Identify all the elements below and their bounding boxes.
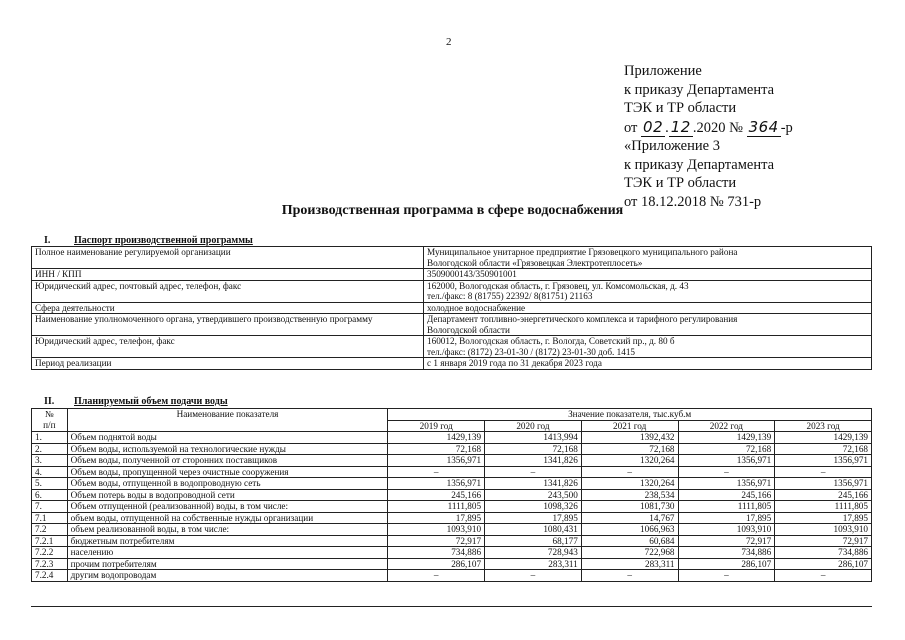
row-value-cell: 286,107	[388, 558, 485, 570]
row-value-cell: 1429,139	[775, 432, 872, 444]
passport-value-line: с 1 января 2019 года по 31 декабря 2023 года	[427, 358, 602, 368]
header-cell-number	[32, 409, 68, 432]
header-cell-year: 2019 год	[388, 420, 485, 432]
header-text: п/п	[43, 419, 56, 430]
passport-value-cell	[424, 247, 872, 269]
appendix-line: Приложение	[624, 63, 702, 79]
appendix-line: от 18.12.2018 № 731-р	[624, 193, 762, 210]
passport-value-line: 3509000143/350901001	[427, 269, 517, 279]
passport-row	[32, 302, 872, 314]
section-title: Паспорт производственной программы	[74, 235, 253, 246]
table-row	[32, 466, 872, 478]
document-title: Производственная программа в сфере водоснабжения	[281, 203, 624, 218]
table-row	[32, 478, 872, 490]
row-value-cell: –	[485, 466, 582, 478]
row-value-cell: 238,534	[581, 489, 678, 501]
passport-key-cell: Сфера деятельности	[32, 302, 424, 314]
row-value-cell: 1080,431	[485, 524, 582, 536]
passport-value-cell	[424, 280, 872, 302]
row-number-cell: 7.2.2	[32, 547, 68, 559]
header-cell-year: 2022 год	[678, 420, 775, 432]
passport-value-line: Муниципальное унитарное предприятие Грязовецкого муниципального района	[427, 247, 738, 257]
row-value-cell: 72,917	[388, 535, 485, 547]
row-value-cell: –	[775, 466, 872, 478]
header-cell-values: Значение показателя, тыс.куб.м	[388, 409, 872, 421]
section-number: II.	[44, 396, 55, 407]
row-value-cell: 68,177	[485, 535, 582, 547]
row-value-cell: –	[678, 466, 775, 478]
row-value-cell: 72,917	[775, 535, 872, 547]
header-cell-year: 2020 год	[485, 420, 582, 432]
row-value-cell: 72,168	[388, 443, 485, 455]
row-value-cell: 1093,910	[388, 524, 485, 536]
row-value-cell: –	[678, 570, 775, 582]
row-value-cell: 1356,971	[388, 455, 485, 467]
row-value-cell: 1392,432	[581, 432, 678, 444]
row-value-cell: 245,166	[678, 489, 775, 501]
row-value-cell: 1093,910	[678, 524, 775, 536]
passport-value-cell	[424, 269, 872, 281]
passport-value-line: тел./факс: 8 (81755) 22392/ 8(81751) 21163	[427, 291, 593, 301]
appendix-date-line: от 02 . 12 .2020 № 364 -р	[624, 117, 793, 136]
row-value-cell: 1356,971	[775, 455, 872, 467]
row-value-cell: 1413,994	[485, 432, 582, 444]
table-row	[32, 524, 872, 536]
row-value-cell: –	[581, 466, 678, 478]
passport-row	[32, 358, 872, 370]
row-value-cell: 1066,963	[581, 524, 678, 536]
row-value-cell: 14,767	[581, 512, 678, 524]
row-value-cell: 722,968	[581, 547, 678, 559]
row-value-cell: –	[581, 570, 678, 582]
passport-value-cell	[424, 336, 872, 358]
row-value-cell: –	[388, 466, 485, 478]
table-header-row	[32, 409, 872, 421]
row-value-cell: 734,886	[775, 547, 872, 559]
table-row	[32, 547, 872, 559]
table-row	[32, 512, 872, 524]
row-name-cell: населению	[67, 547, 388, 559]
section-number: I.	[44, 235, 51, 246]
row-value-cell: –	[485, 570, 582, 582]
row-value-cell: 728,943	[485, 547, 582, 559]
passport-value-line: 160012, Вологодская область, г. Вологда, Советский пр., д. 80 б	[427, 336, 675, 346]
row-value-cell: 1356,971	[775, 478, 872, 490]
row-value-cell: 1320,264	[581, 478, 678, 490]
row-value-cell: 1429,139	[388, 432, 485, 444]
row-name-cell: объем реализованной воды, в том числе:	[67, 524, 388, 536]
row-value-cell: 245,166	[775, 489, 872, 501]
row-name-cell: Объем воды, отпущенной в водопроводную сеть	[67, 478, 388, 490]
row-name-cell: Объем поднятой воды	[67, 432, 388, 444]
row-value-cell: 72,168	[485, 443, 582, 455]
handwritten-month: 12	[670, 117, 691, 136]
row-value-cell: 1356,971	[678, 478, 775, 490]
page-number: 2	[446, 36, 452, 48]
passport-table	[31, 246, 872, 370]
passport-key-cell: Юридический адрес, телефон, факс	[32, 336, 424, 358]
row-value-cell: –	[388, 570, 485, 582]
row-number-cell: 7.2.3	[32, 558, 68, 570]
passport-value-cell	[424, 358, 872, 370]
appendix-line: ТЭК и ТР области	[624, 100, 737, 116]
row-number-cell: 7.2.1	[32, 535, 68, 547]
row-value-cell: 72,168	[678, 443, 775, 455]
row-number-cell: 3.	[32, 455, 68, 467]
row-value-cell: –	[775, 570, 872, 582]
appendix-line: «Приложение 3	[624, 138, 720, 154]
row-name-cell: Объем воды, пропущенной через очистные сооружения	[67, 466, 388, 478]
bottom-divider	[31, 606, 872, 607]
row-value-cell: 1341,826	[485, 455, 582, 467]
section-heading-passport	[44, 235, 253, 246]
row-value-cell: 1093,910	[775, 524, 872, 536]
passport-row	[32, 314, 872, 336]
appendix-line: к приказу Департамента	[624, 156, 775, 173]
date-year: .2020 №	[692, 119, 743, 136]
passport-row	[32, 336, 872, 358]
row-name-cell: Объем потерь воды в водопроводной сети	[67, 489, 388, 501]
row-value-cell: 1320,264	[581, 455, 678, 467]
row-number-cell: 2.	[32, 443, 68, 455]
row-value-cell: 72,917	[678, 535, 775, 547]
row-value-cell: 286,107	[678, 558, 775, 570]
table-row	[32, 489, 872, 501]
appendix-block	[624, 62, 793, 211]
row-value-cell: 245,166	[388, 489, 485, 501]
passport-key-cell: Наименование уполномоченного органа, утвердившего производственную программу	[32, 314, 424, 336]
passport-value-line: Вологодской области	[427, 324, 510, 335]
water-volume-table	[31, 408, 872, 582]
passport-value-line: Вологодской области «Грязовецкая Электротеплосеть»	[427, 257, 643, 268]
row-value-cell: 283,311	[581, 558, 678, 570]
table-row	[32, 558, 872, 570]
appendix-line: к приказу Департамента	[624, 81, 775, 98]
row-number-cell: 1.	[32, 432, 68, 444]
row-number-cell: 7.	[32, 501, 68, 513]
table-row	[32, 535, 872, 547]
row-value-cell: 734,886	[388, 547, 485, 559]
row-value-cell: 1111,805	[678, 501, 775, 513]
header-text: №	[44, 409, 54, 419]
table-row	[32, 443, 872, 455]
row-number-cell: 5.	[32, 478, 68, 490]
row-name-cell: Объем воды, полученной от сторонних поставщиков	[67, 455, 388, 467]
header-cell-name: Наименование показателя	[67, 409, 388, 432]
row-number-cell: 7.1	[32, 512, 68, 524]
row-value-cell: 1341,826	[485, 478, 582, 490]
row-value-cell: 60,684	[581, 535, 678, 547]
passport-value-line: Департамент топливно-энергетического комплекса и тарифного регулирования	[427, 314, 738, 324]
passport-key-cell: Полное наименование регулируемой организации	[32, 247, 424, 269]
passport-value-line: 162000, Вологодская область, г. Грязовец, ул. Комсомольская, д. 43	[427, 280, 689, 291]
passport-value-line: тел./факс: (8172) 23-01-30 / (8172) 23-01-30 доб. 1415	[427, 346, 636, 357]
row-value-cell: 1081,730	[581, 501, 678, 513]
row-name-cell: Объем отпущенной (реализованной) воды, в том числе:	[67, 501, 388, 513]
row-value-cell: 72,168	[775, 443, 872, 455]
row-value-cell: 1111,805	[388, 501, 485, 513]
header-cell-year: 2021 год	[581, 420, 678, 432]
row-value-cell: 17,895	[388, 512, 485, 524]
handwritten-order-number: 364	[748, 117, 779, 136]
passport-row	[32, 280, 872, 302]
row-name-cell: бюджетным потребителям	[67, 535, 388, 547]
passport-row	[32, 247, 872, 269]
row-value-cell: 1429,139	[678, 432, 775, 444]
section-title: Планируемый объем подачи воды	[74, 396, 228, 407]
table-row	[32, 455, 872, 467]
handwritten-day: 02	[643, 117, 664, 136]
row-number-cell: 6.	[32, 489, 68, 501]
row-value-cell: 734,886	[678, 547, 775, 559]
row-value-cell: 17,895	[485, 512, 582, 524]
date-prefix: от	[624, 119, 638, 136]
row-value-cell: 286,107	[775, 558, 872, 570]
passport-key-cell: ИНН / КПП	[32, 269, 424, 281]
passport-value-line: холодное водоснабжение	[427, 302, 526, 313]
header-cell-year: 2023 год	[775, 420, 872, 432]
row-value-cell: 17,895	[678, 512, 775, 524]
passport-key-cell: Юридический адрес, почтовый адрес, телефон, факс	[32, 280, 424, 302]
row-value-cell: 17,895	[775, 512, 872, 524]
row-value-cell: 1356,971	[678, 455, 775, 467]
passport-row	[32, 269, 872, 281]
row-number-cell: 7.2	[32, 524, 68, 536]
table-row	[32, 501, 872, 513]
row-name-cell: прочим потребителям	[67, 558, 388, 570]
table-row	[32, 570, 872, 582]
passport-value-cell	[424, 314, 872, 336]
row-name-cell: Объем воды, используемой на технологические нужды	[67, 443, 388, 455]
row-number-cell: 4.	[32, 466, 68, 478]
row-value-cell: 1111,805	[775, 501, 872, 513]
passport-key-cell: Период реализации	[32, 358, 424, 370]
row-number-cell: 7.2.4	[32, 570, 68, 582]
section-heading-volume	[44, 396, 228, 407]
row-name-cell: другим водопроводам	[67, 570, 388, 582]
passport-value-cell	[424, 302, 872, 314]
row-value-cell: 1356,971	[388, 478, 485, 490]
table-row	[32, 432, 872, 444]
row-value-cell: 283,311	[485, 558, 582, 570]
row-value-cell: 1098,326	[485, 501, 582, 513]
appendix-line: ТЭК и ТР области	[624, 175, 737, 191]
row-value-cell: 72,168	[581, 443, 678, 455]
order-suffix: -р	[780, 119, 793, 136]
row-name-cell: объем воды, отпущенной на собственные нужды организации	[67, 512, 388, 524]
row-value-cell: 243,500	[485, 489, 582, 501]
